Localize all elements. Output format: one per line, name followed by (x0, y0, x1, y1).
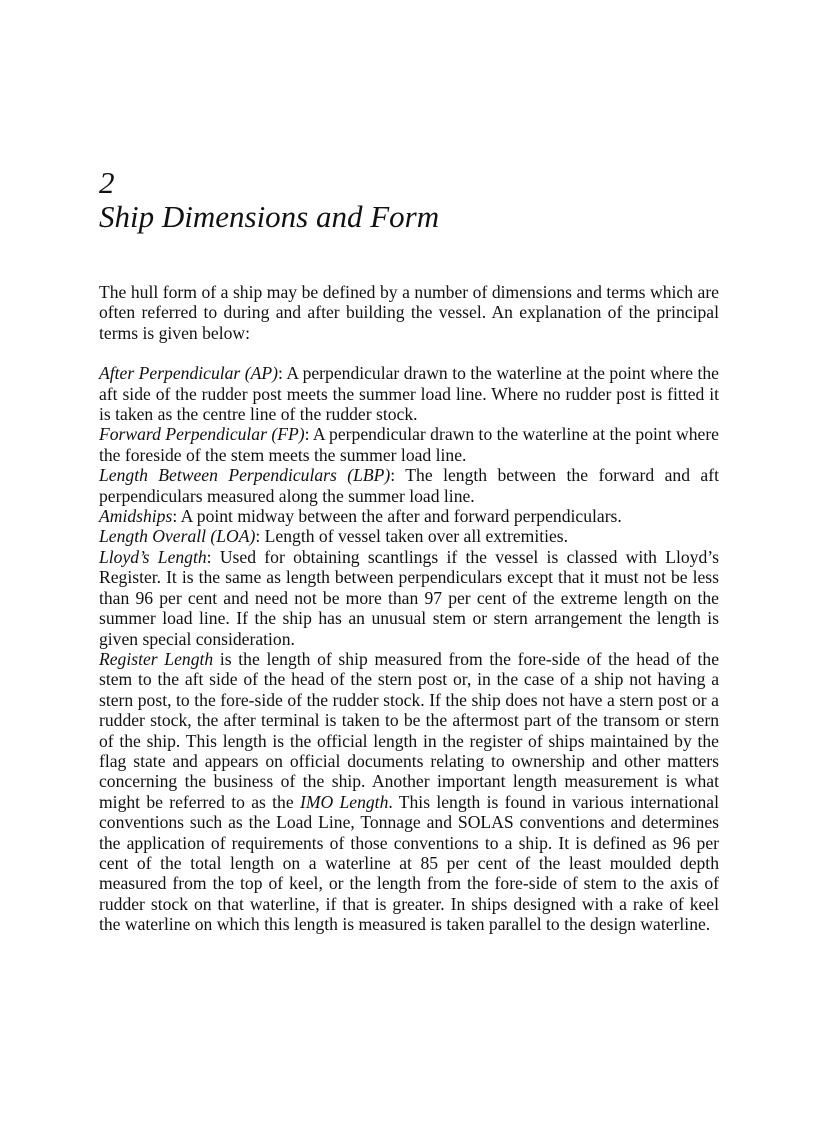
definition-text: A perpendicular drawn to the waterline at the point where the foreside of the stem meets the summer load line. (99, 424, 719, 465)
definition-length-between-perpendiculars (99, 465, 719, 506)
term-label: Forward Perpendicular (FP) (99, 424, 305, 445)
term-imo-length: IMO Length (299, 791, 389, 812)
body-text (99, 282, 719, 935)
chapter-number: 2 (99, 165, 115, 200)
term-label: Register Length (99, 648, 214, 669)
term-separator: : (172, 506, 178, 527)
definition-text-continued: . This length is found in various international conventions such as the Load Line, Tonnage and SOLAS conventions and determines the application of requirements of those conventions to a ship. It is defined as 96 per cent of the total length on a waterline at 85 per cent of the least moulded depth measured from the top of keel, or the length from the fore-side of stem to the axis of rudder stock on that waterline, if that is greater. In ships designed with a rake of keel the waterline on which this length is measured is taken parallel to the design waterline. (99, 791, 719, 935)
definition-text: Used for obtaining scantlings if the vessel is classed with Lloyd’s Register. It is the same as length between perpendiculars except that it must not be less than 96 per cent and need not be more than 97 per cent of the extreme length on the summer load line. If the ship has an unusual stem or stern arrangement the length is given special consideration. (99, 546, 719, 649)
definition-text: Length of vessel taken over all extremities. (260, 526, 569, 547)
term-label: After Perpendicular (AP) (99, 363, 278, 384)
definition-text: A point midway between the after and forward perpendiculars. (177, 506, 622, 527)
term-separator: : (255, 526, 261, 547)
term-separator: : (277, 363, 283, 384)
term-label: Length Between Perpendiculars (LBP) (99, 465, 391, 486)
term-label: Amidships (99, 506, 173, 527)
definition-length-overall (99, 526, 719, 546)
intro-paragraph: The hull form of a ship may be defined by a number of dimensions and terms which are often referred to during and after building the vessel. An explanation of the principal terms is given below: (99, 282, 719, 343)
term-separator: : (206, 546, 212, 567)
definition-register-length (99, 649, 719, 935)
chapter-title: Ship Dimensions and Form (99, 199, 440, 234)
definition-lloyds-length (99, 547, 719, 649)
definition-text: is the length of ship measured from the fore-side of the head of the stem to the aft side of the head of the stern post or, in the case of a ship not having a stern post, to the fore-side of the rudder stock. If the ship does not have a stern post or a rudder stock, the after terminal is taken to be the aftermost part of the transom or stern of the ship. This length is the official length in the register of ships maintained by the flag state and appears on official documents relating to ownership and other matters concerning the business of the ship. Another important length measurement is what might be referred to as the (99, 648, 720, 812)
term-separator: : (390, 465, 396, 486)
definition-amidships (99, 506, 719, 526)
definition-after-perpendicular (99, 363, 719, 424)
term-separator: : (304, 424, 310, 445)
definition-text: The length between the forward and aft perpendiculars measured along the summer load line. (99, 465, 719, 506)
term-label: Lloyd’s Length (99, 546, 207, 567)
definition-forward-perpendicular (99, 424, 719, 465)
definition-text: A perpendicular drawn to the waterline at the point where the aft side of the rudder post meets the summer load line. Where no rudder post is fitted it is taken as the centre line of the rudder stock. (99, 363, 719, 425)
term-label: Length Overall (LOA) (99, 526, 256, 547)
